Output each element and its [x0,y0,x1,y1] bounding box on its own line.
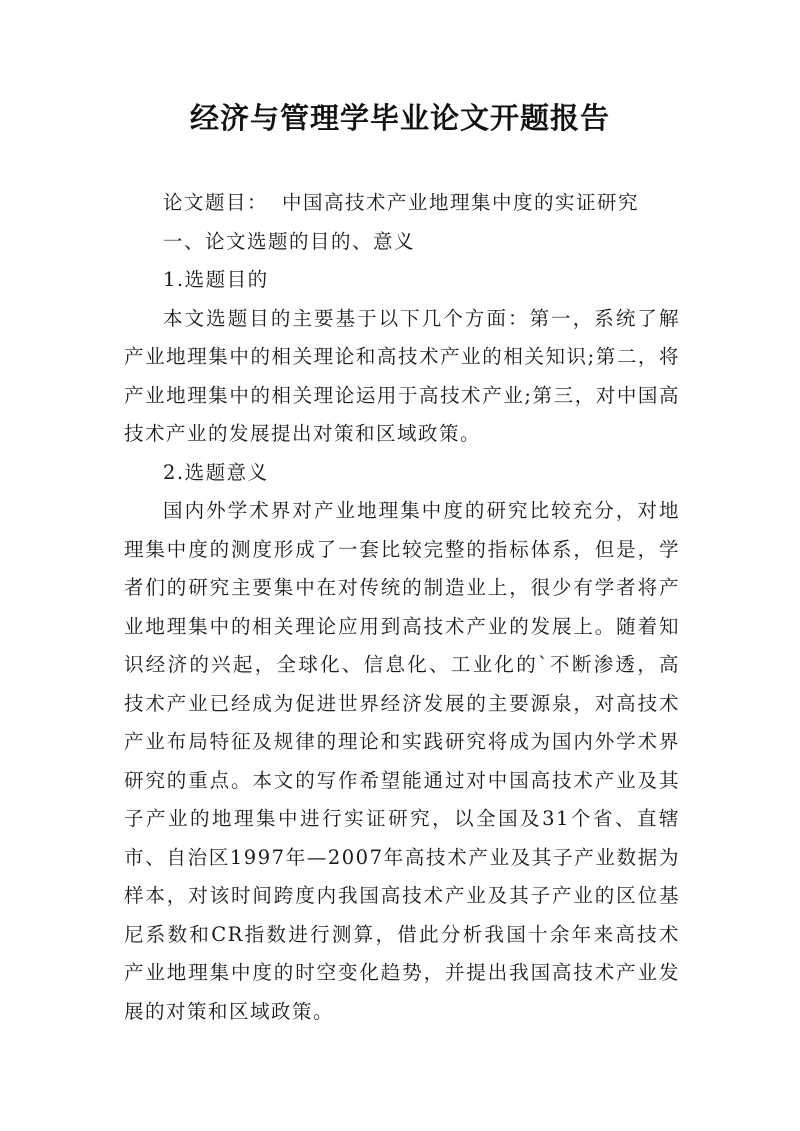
document-title: 经济与管理学毕业论文开题报告 [189,101,610,135]
document-body [124,184,680,1031]
subheading-purpose: 1.选题目的 [163,268,269,291]
thesis-title: 中国高技术产业地理集中度的实证研究 [282,191,640,214]
paragraph-purpose: 本文选题目的主要基于以下几个方面：第一，系统了解产业地理集中的相关理论和高技术产业的相关知识;第二，将产业地理集中的相关理论运用于高技术产业;第三，对中国高技术产业的发展提出对策和区域政策。 [124,306,680,445]
thesis-title-line [124,184,680,223]
section-heading-purpose: 一、论文选题的目的、意义 [163,229,416,253]
thesis-label: 论文题目： [163,191,269,214]
paragraph-significance: 国内外学术界对产业地理集中度的研究比较充分，对地理集中度的测度形成了一套比较完整的指标体系，但是，学者们的研究主要集中在对传统的制造业上，很少有学者将产业地理集中的相关理论应用到高技术产业的发展上。随着知识经济的兴起，全球化、信息化、工业化的`不断渗透，高技术产业已经成为促进世界经济发展的主要源泉，对高技术产业布局特征及规律的理论和实践研究将成为国内外学术界研究的重点。本文的写作希望能通过对中国高技术产业及其子产业的地理集中进行实证研究，以全国及31个省、直辖市、自治区1997年—2007年高技术产业及其子产业数据为样本，对该时间跨度内我国高技术产业及其子产业的区位基尼系数和CR指数进行测算，借此分析我国十余年来高技术产业地理集中度的时空变化趋势，并提出我国高技术产业发展的对策和区域政策。 [124,499,680,1023]
subheading-significance: 2.选题意义 [163,460,269,484]
